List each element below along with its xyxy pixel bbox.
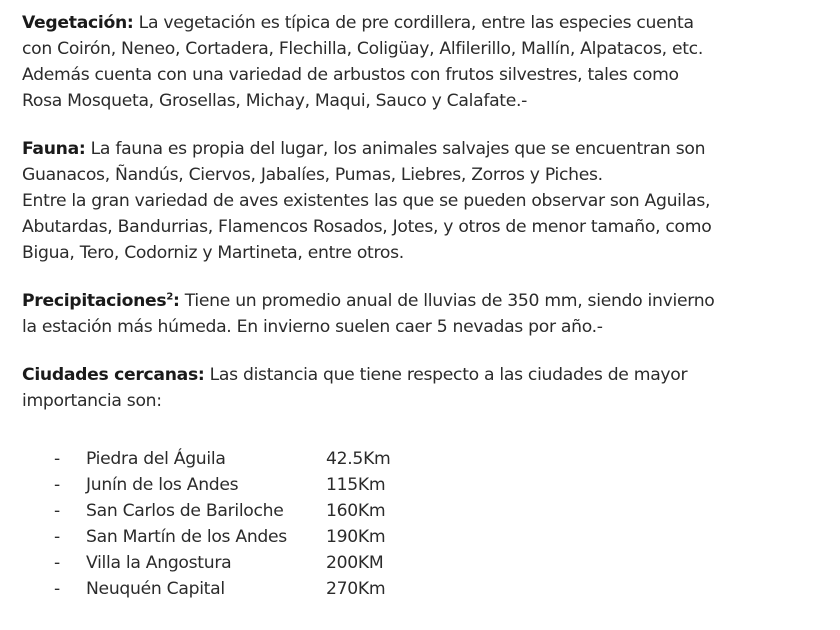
precipitaciones-heading: Precipitaciones$^2$: (22, 291, 180, 311)
city-name: Neuquén Capital (86, 579, 225, 599)
city-distance: 42.5Km (326, 449, 391, 469)
vegetacion-line: Además cuenta con una variedad de arbustos con frutos silvestres, tales como (22, 65, 679, 85)
vegetacion-line: Rosa Mosqueta, Grosellas, Michay, Maqui, Sauco y Calafate.- (22, 91, 528, 111)
distance-list (22, 446, 822, 602)
city-name: San Carlos de Bariloche (86, 501, 284, 521)
bullet-dash: - (54, 449, 60, 469)
bullet-dash: - (54, 475, 60, 495)
bullet-dash: - (54, 579, 60, 599)
city-distance: 160Km (326, 501, 386, 521)
ciudades-heading: Ciudades cercanas: (22, 365, 205, 385)
ciudades-line: importancia son: (22, 391, 162, 411)
city-name: Junín de los Andes (86, 475, 239, 495)
vegetacion-line: Vegetación: La vegetación es típica de pre cordillera, entre las especies cuenta (22, 13, 694, 33)
list-item (54, 472, 822, 498)
ciudades-paragraph (22, 362, 822, 414)
spacer (22, 340, 822, 362)
vegetacion-heading: Vegetación: (22, 13, 134, 33)
city-distance: 115Km (326, 475, 386, 495)
precipitaciones-paragraph (22, 288, 822, 340)
list-item (54, 446, 822, 472)
precipitaciones-line: la estación más húmeda. En invierno suelen caer 5 nevadas por año.- (22, 317, 603, 337)
list-item (54, 498, 822, 524)
fauna-line: Guanacos, Ñandús, Ciervos, Jabalíes, Pumas, Liebres, Zorros y Piches. (22, 165, 603, 185)
spacer (22, 414, 822, 446)
fauna-line: Bigua, Tero, Codorniz y Martineta, entre otros. (22, 243, 404, 263)
bullet-dash: - (54, 501, 60, 521)
bullet-dash: - (54, 553, 60, 573)
list-item (54, 576, 822, 602)
list-item (54, 550, 822, 576)
city-distance: 270Km (326, 579, 386, 599)
city-name: Piedra del Águila (86, 449, 226, 469)
city-distance: 190Km (326, 527, 386, 547)
spacer (22, 114, 822, 136)
city-name: Villa la Angostura (86, 553, 232, 573)
fauna-line: Fauna: La fauna es propia del lugar, los animales salvajes que se encuentran son (22, 139, 706, 159)
footnote-marker: 2 (166, 291, 174, 303)
fauna-paragraph (22, 136, 822, 266)
fauna-line: Entre la gran variedad de aves existentes las que se pueden observar son Aguilas, (22, 191, 711, 211)
city-distance: 200KM (326, 553, 384, 573)
vegetacion-paragraph (22, 10, 822, 114)
bullet-dash: - (54, 527, 60, 547)
spacer (22, 266, 822, 288)
ciudades-line: Ciudades cercanas: Las distancia que tiene respecto a las ciudades de mayor (22, 365, 688, 385)
list-item (54, 524, 822, 550)
fauna-line: Abutardas, Bandurrias, Flamencos Rosados, Jotes, y otros de menor tamaño, como (22, 217, 712, 237)
vegetacion-line: con Coirón, Neneo, Cortadera, Flechilla, Coligüay, Alfilerillo, Mallín, Alpatacos, etc. (22, 39, 703, 59)
city-name: San Martín de los Andes (86, 527, 287, 547)
precipitaciones-line: Precipitaciones$^2$: Tiene un promedio anual de lluvias de 350 mm, siendo invierno (22, 291, 715, 311)
fauna-heading: Fauna: (22, 139, 86, 159)
